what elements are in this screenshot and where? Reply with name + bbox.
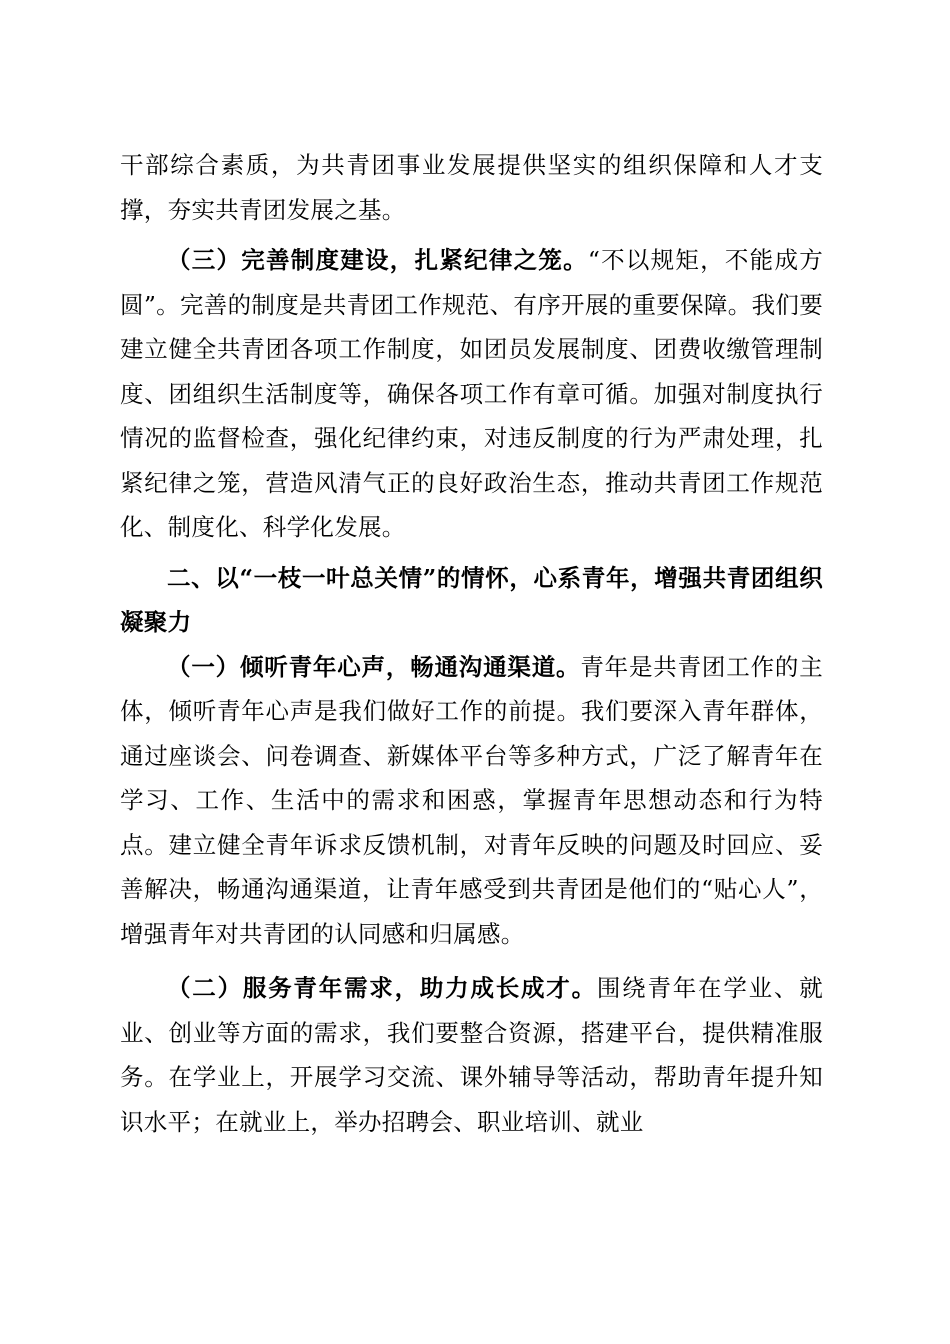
paragraph-lead-heading: （二）服务青年需求，助力成长成才。 [167, 974, 597, 1002]
paragraph-body-text: 青年是共青团工作的主体，倾听青年心声是我们做好工作的前提。我们要深入青年群体，通过座谈会、问卷调查、新媒体平台等多种方式，广泛了解青年在学习、工作、生活中的需求和困惑，掌握青年思想动态和行为特点。建立健全青年诉求反馈机制，对青年反映的问题及时回应、妥善解决，畅通沟通渠道，让青年感受到共青团是他们的“贴心人”，增强青年对共青团的认同感和归属感。 [120, 652, 823, 948]
paragraph-body-text: 围绕青年在学业、就业、创业等方面的需求，我们要整合资源，搭建平台，提供精准服务。在学业上，开展学习交流、课外辅导等活动，帮助青年提升知识水平；在就业上，举办招聘会、职业培训、就业 [120, 974, 823, 1136]
paragraph-continuation: 干部综合素质，为共青团事业发展提供坚实的组织保障和人才支撑，夯实共青团发展之基。 [120, 151, 823, 224]
paragraph-system-building [120, 238, 823, 550]
paragraph-listen-youth [120, 645, 823, 957]
paragraph-lead-heading: （一）倾听青年心声，畅通沟通渠道。 [167, 652, 581, 681]
paragraph-serve-youth [120, 966, 823, 1144]
paragraph-lead-heading: （三）完善制度建设，扎紧纪律之笼。 [167, 246, 588, 274]
section-heading-two: 二、以“一枝一叶总关情”的情怀，心系青年，增强共青团组织凝聚力 [120, 563, 823, 636]
document-page [120, 143, 823, 1144]
paragraph-body-text: “不以规矩，不能成方圆”。完善的制度是共青团工作规范、有序开展的重要保障。我们要建立健全共青团各项工作制度，如团员发展制度、团费收缴管理制度、团组织生活制度等，确保各项工作有章可循。加强对制度执行情况的监督检查，强化纪律约束，对违反制度的行为严肃处理，扎紧纪律之笼，营造风清气正的良好政治生态，推动共青团工作规范化、制度化、科学化发展。 [120, 246, 823, 541]
